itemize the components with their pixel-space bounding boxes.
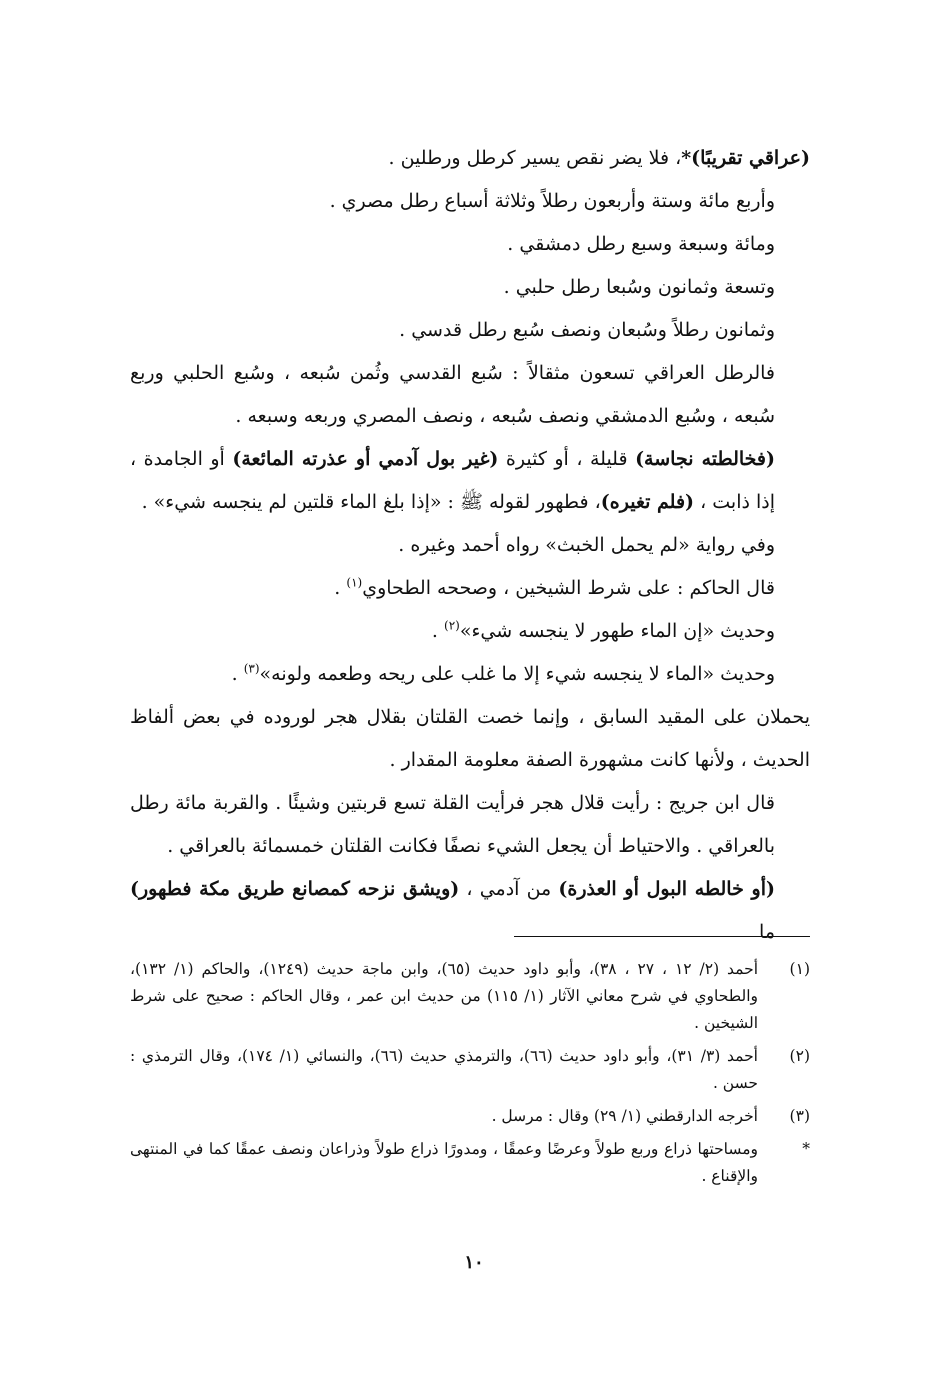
paragraph: يحملان على المقيد السابق ، وإنما خصت القلتان بقلال هجر لوروده في بعض ألفاظ الحديث ، ولأنها كانت مشهورة الصفة معلومة المقدار . [130, 706, 810, 771]
text-span: ما [759, 921, 775, 943]
text-span: من آدمي ، [459, 878, 559, 900]
text-span: ، فطهور لقوله ﷺ : «إذا بلغ الماء قلتين لم ينجسه شيء» . [141, 491, 601, 513]
paragraph [130, 137, 810, 180]
paragraph: فالرطل العراقي تسعون مثقالاً : سُبع القدسي وثُمن سُبعه ، وسُبع الحلبي وربع سُبعه ، وسُبع الدمشقي ونصف سُبعه ، ونصف المصري وربعه وسبعه . [130, 362, 775, 427]
footnotes [130, 956, 810, 1196]
paragraph [130, 610, 810, 653]
footnote [130, 1103, 810, 1130]
text-span: وحديث «إن الماء طهور لا ينجسه شيء» [459, 620, 775, 642]
footnote [130, 1043, 810, 1097]
footnote-ref[interactable]: (١) [346, 575, 363, 590]
bold-phrase: (عراقي تقريبًا)* [681, 147, 810, 169]
footnote-text: أخرجه الدارقطني (١/ ٢٩) وقال : مرسل . [491, 1107, 758, 1125]
bold-phrase: (فخالطته نجاسة) [635, 448, 775, 470]
paragraph: وثمانون رطلاً وسُبعان ونصف سُبع رطل قدسي . [399, 319, 775, 341]
paragraph [130, 653, 810, 696]
footnote-separator [514, 936, 810, 937]
footnote-number: (٢) [789, 1047, 810, 1065]
page-number: ١٠ [464, 1252, 484, 1273]
bold-phrase: (أو خالطه البول أو العذرة) [558, 878, 775, 900]
paragraph: وفي رواية «لم يحمل الخبث» رواه أحمد وغيره . [398, 534, 775, 556]
text-span: وحديث «الماء لا ينجسه شيء إلا ما غلب على ريحه وطعمه ولونه» [259, 663, 775, 685]
text-span: أو الجامدة ، إذا ذابت ، [130, 448, 775, 513]
paragraph: ومائة وسبعة وسبع رطل دمشقي . [507, 233, 775, 255]
footnote-number: (١) [789, 960, 810, 978]
paragraph [130, 567, 810, 610]
text-span: قليلة ، أو كثيرة [498, 448, 636, 470]
text-span: . [334, 577, 347, 599]
footnote [130, 1136, 810, 1190]
footnote-ref[interactable]: (٣) [243, 661, 260, 676]
footnote-text: أحمد (٢/ ١٢ ، ٢٧ ، ٣٨)، وأبو داود حديث (٦٥)، وابن ماجة حديث (١٢٤٩)، والحاكم (١/ ١٣٢)، والطحاوي في شرح معاني الآثار (١/ ١١٥) من حديث ابن عمر ، وقال الحاكم : صحيح على شرط الشيخين . [130, 960, 759, 1032]
bold-phrase: (ويشق نزحه كمصانع طريق مكة فطهور) [130, 878, 460, 900]
text-span: قال الحاكم : على شرط الشيخين ، وصححه الطحاوي [362, 577, 775, 599]
paragraph: قال ابن جريج : رأيت قلال هجر فرأيت القلة تسع قربتين وشيئًا . والقربة مائة رطل بالعراقي . والاحتياط أن يجعل الشيء نصفًا فكانت القلتان خمسمائة بالعراقي . [130, 792, 775, 857]
bold-phrase: (غير بول آدمي أو عذرته المائعة) [232, 448, 499, 470]
paragraph [130, 868, 810, 954]
main-text [130, 137, 810, 954]
footnote-text: أحمد (٣/ ٣١)، وأبو داود حديث (٦٦)، والترمذي حديث (٦٦)، والنسائي (١/ ١٧٤)، وقال الترمذي : حسن . [130, 1047, 758, 1092]
text-span: . [231, 663, 244, 685]
footnote-number: * [802, 1140, 810, 1158]
footnote [130, 956, 810, 1037]
paragraph: وأربع مائة وستة وأربعون رطلاً وثلاثة أسباع رطل مصري . [329, 190, 775, 212]
text-span: ، فلا يضر نقص يسير كرطل ورطلين . [388, 147, 682, 169]
paragraph [130, 438, 810, 524]
footnote-text: ومساحتها ذراع وربع طولاً وعرضًا وعمقًا ، ومدورًا ذراع طولاً وذراعان ونصف عمقًا كما في المنتهى والإقناع . [130, 1140, 758, 1185]
bold-phrase: (فلم تغيره) [600, 491, 695, 513]
footnote-number: (٣) [789, 1107, 810, 1125]
paragraph: وتسعة وثمانون وسُبعا رطل حلبي . [503, 276, 775, 298]
text-span: . [431, 620, 445, 642]
footnote-ref[interactable]: (٢) [444, 618, 460, 633]
